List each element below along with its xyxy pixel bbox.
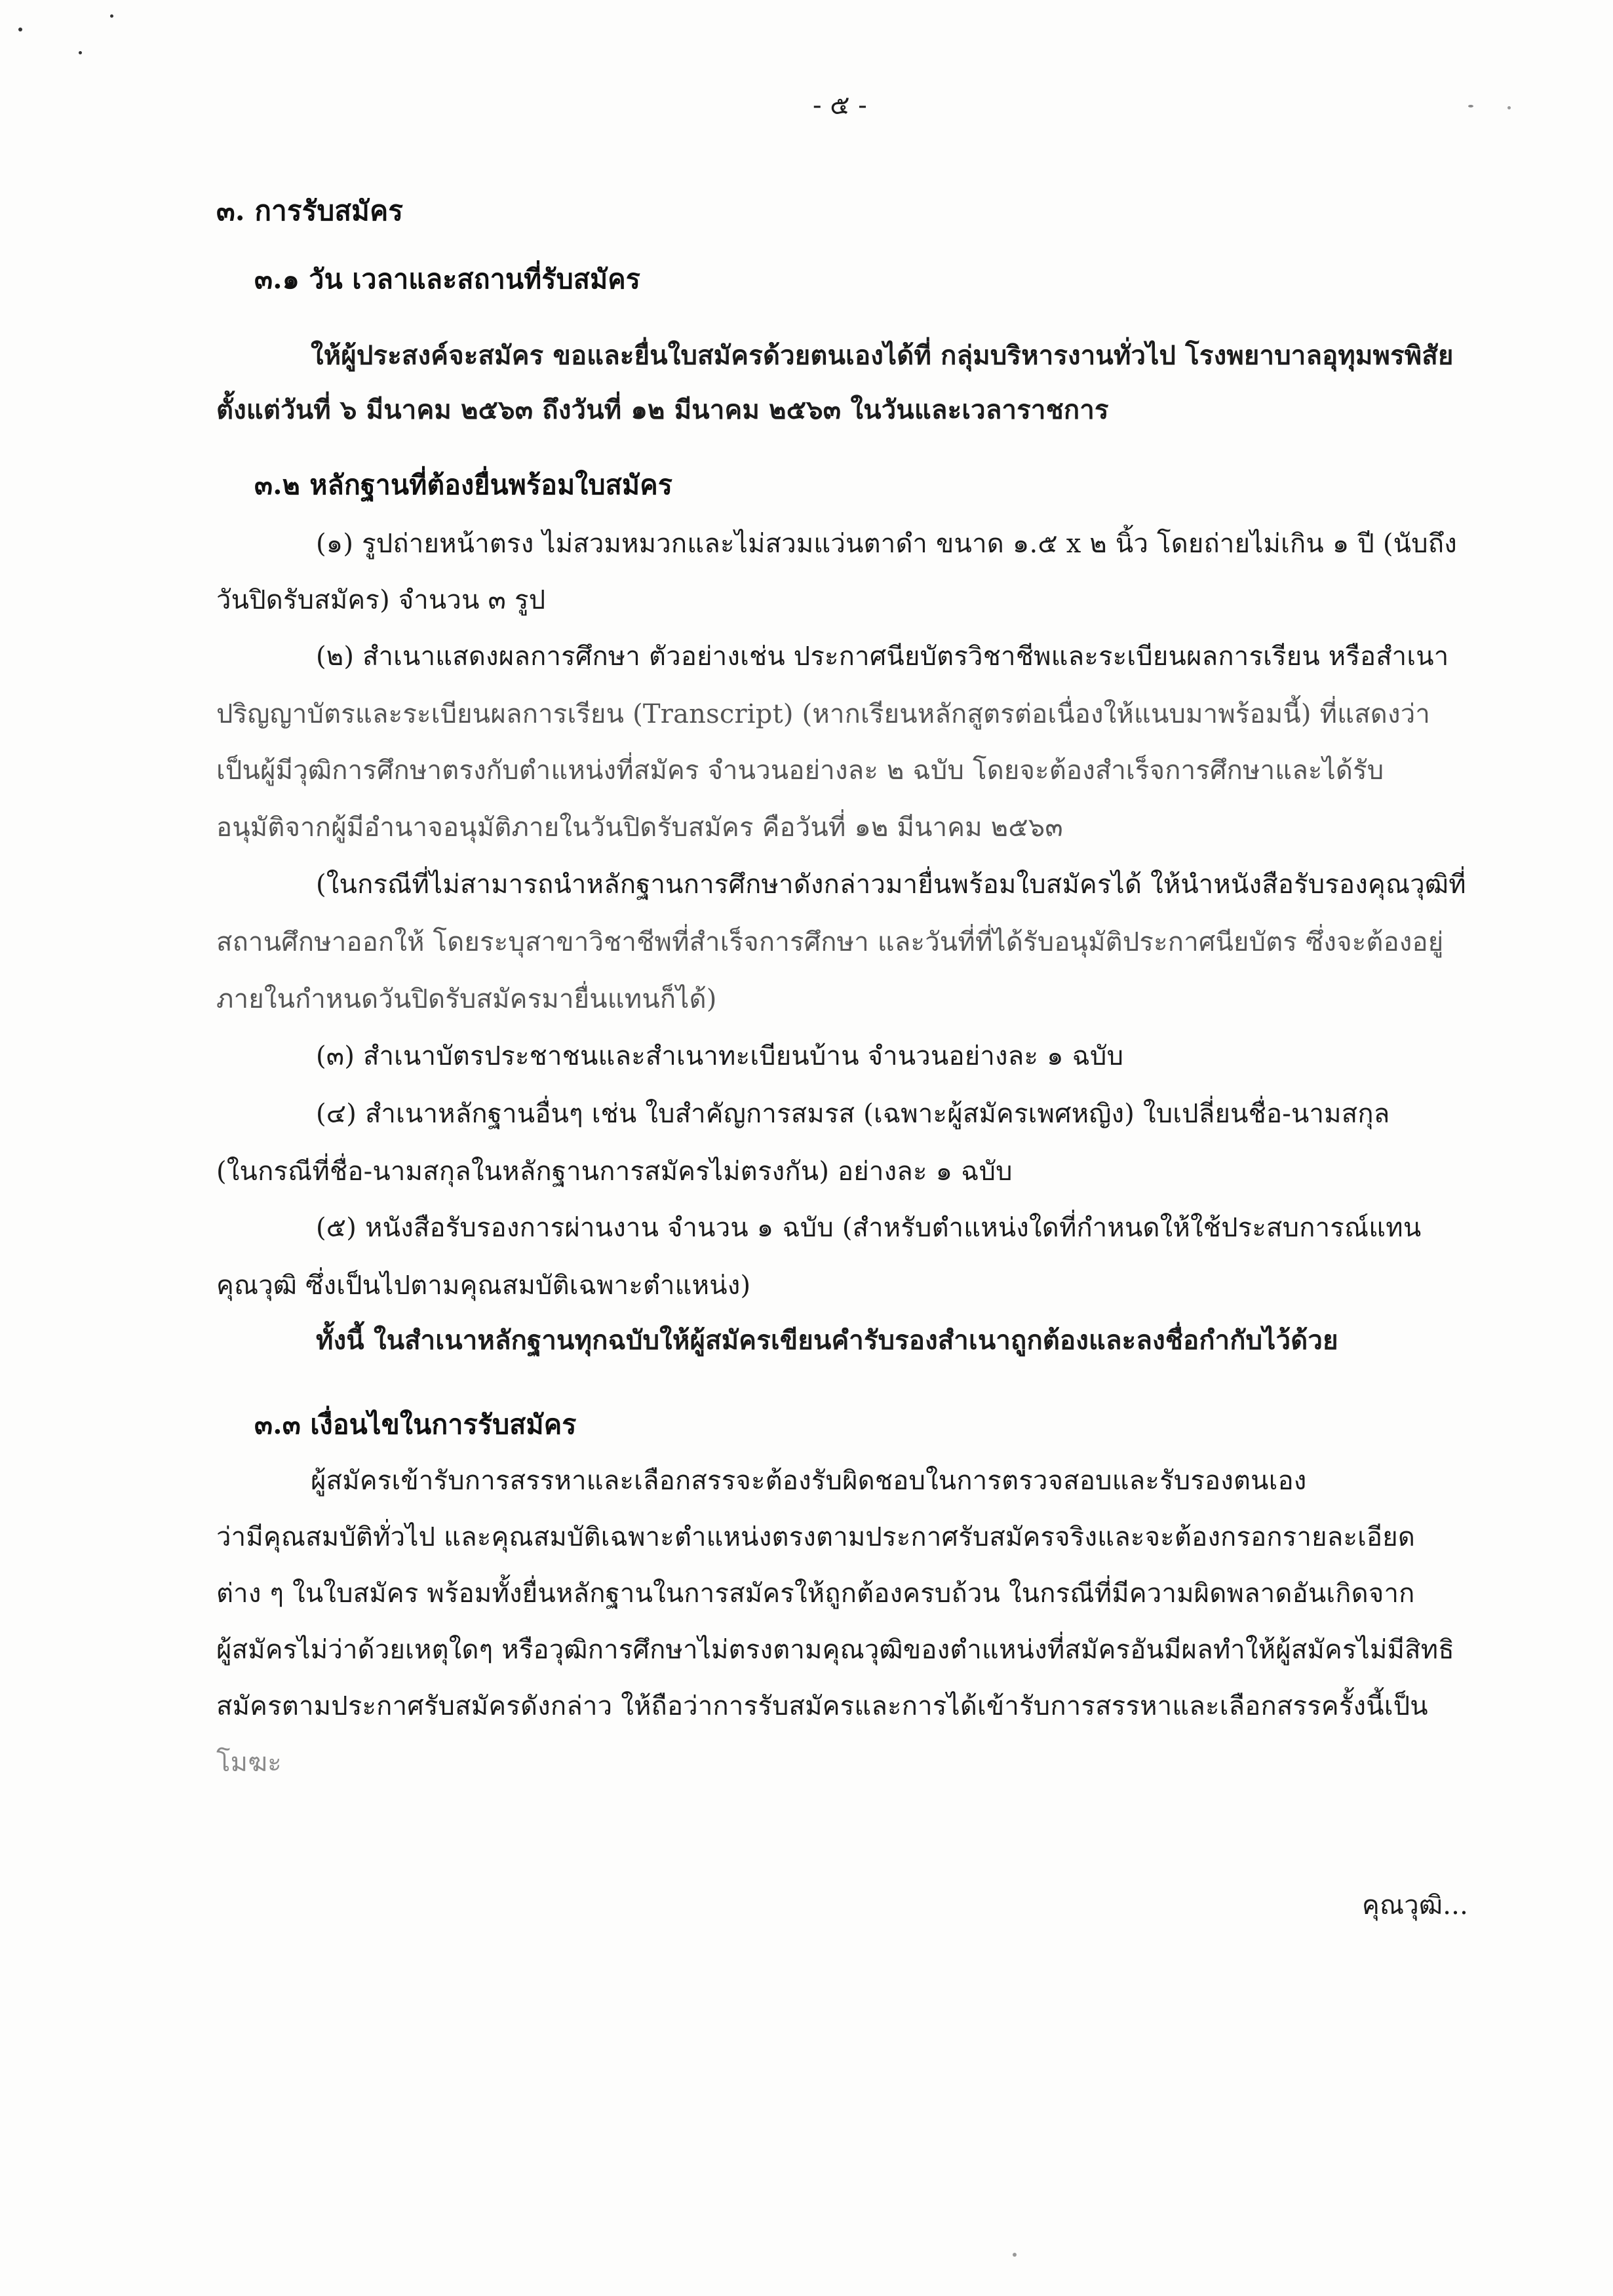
subsection-3-3-heading: ๓.๓ เงื่อนไขในการรับสมัคร [254,1409,577,1440]
scan-speck [18,28,22,31]
subsection-3-3-line-2: ว่ามีคุณสมบัติทั่วไป และคุณสมบัติเฉพาะตำแหน่งตรงตามประกาศรับสมัครจริงและจะต้องกรอกรายละเอียด [216,1522,1416,1552]
item-2-line-3: เป็นผู้มีวุฒิการศึกษาตรงกับตำแหน่งที่สมัคร จำนวนอย่างละ ๒ ฉบับ โดยจะต้องสำเร็จการศึกษาและได้รับ [216,756,1384,786]
subsection-3-2-heading: ๓.๒ หลักฐานที่ต้องยื่นพร้อมใบสมัคร [254,469,673,501]
subsection-3-3-line-6: โมฆะ [216,1748,282,1778]
subsection-3-1-heading: ๓.๑ วัน เวลาและสถานที่รับสมัคร [254,263,641,295]
section-heading: ๓. การรับสมัคร [216,195,404,227]
subsection-3-3-line-4: ผู้สมัครไม่ว่าด้วยเหตุใดๆ หรือวุฒิการศึกษาไม่ตรงตามคุณวุฒิของตำแหน่งที่สมัครอันมีผลทำให้ผู้สมัครไม่มีสิทธิ [216,1635,1454,1665]
continuation-marker: คุณวุฒิ... [1362,1890,1469,1921]
subsection-3-1-line-1: ให้ผู้ประสงค์จะสมัคร ขอและยื่นใบสมัครด้วยตนเองได้ที่ กลุ่มบริหารงานทั่วไป โรงพยาบาลอุทุมพรพิสัย [311,340,1454,371]
item-1-line-2: วันปิดรับสมัคร) จำนวน ๓ รูป [216,585,546,615]
item-5-line-1: (๕) หนังสือรับรองการผ่านงาน จำนวน ๑ ฉบับ (สำหรับตำแหน่งใดที่กำหนดให้ใช้ประสบการณ์แทน [316,1213,1422,1243]
scan-speck [1468,105,1473,107]
subsection-3-1-line-2: ตั้งแต่วันที่ ๖ มีนาคม ๒๕๖๓ ถึงวันที่ ๑๒ มีนาคม ๒๕๖๓ ในวันและเวลาราชการ [216,394,1109,425]
item-4-line-1: (๔) สำเนาหลักฐานอื่นๆ เช่น ใบสำคัญการสมรส (เฉพาะผู้สมัครเพศหญิง) ใบเปลี่ยนชื่อ-นามสกุล [316,1099,1390,1129]
scan-speck [1507,106,1511,109]
subsection-3-3-line-1: ผู้สมัครเข้ารับการสรรหาและเลือกสรรจะต้องรับผิดชอบในการตรวจสอบและรับรองตนเอง [311,1466,1307,1496]
note-line-1: (ในกรณีที่ไม่สามารถนำหลักฐานการศึกษาดังกล่าวมายื่นพร้อมใบสมัครได้ ให้นำหนังสือรับรองคุณวุฒิที่ [316,870,1466,900]
scan-speck [110,14,113,18]
subsection-3-3-line-3: ต่าง ๆ ในใบสมัคร พร้อมทั้งยื่นหลักฐานในการสมัครให้ถูกต้องครบถ้วน ในกรณีที่มีความผิดพลาดอันเกิดจาก [216,1578,1415,1609]
subsection-3-3-line-5: สมัครตามประกาศรับสมัครดังกล่าว ให้ถือว่าการรับสมัครและการได้เข้ารับการสรรหาและเลือกสรรครั้งนี้เป็น [216,1691,1428,1721]
note-line-3: ภายในกำหนดวันปิดรับสมัครมายื่นแทนก็ได้) [216,984,717,1014]
item-3-line-1: (๓) สำเนาบัตรประชาชนและสำเนาทะเบียนบ้าน จำนวนอย่างละ ๑ ฉบับ [316,1041,1124,1071]
page-number: - ๕ - [813,90,867,121]
item-2-line-1: (๒) สำเนาแสดงผลการศึกษา ตัวอย่างเช่น ประกาศนียบัตรวิชาชีพและระเบียนผลการเรียน หรือสำเนา [316,641,1449,672]
item-1-line-1: (๑) รูปถ่ายหน้าตรง ไม่สวมหมวกและไม่สวมแว่นตาดำ ขนาด ๑.๕ x ๒ นิ้ว โดยถ่ายไม่เกิน ๑ ปี (นับถึง [316,529,1457,559]
item-2-line-4: อนุมัติจากผู้มีอำนาจอนุมัติภายในวันปิดรับสมัคร คือวันที่ ๑๒ มีนาคม ๒๕๖๓ [216,813,1063,843]
scan-speck [79,51,82,54]
item-4-line-2: (ในกรณีที่ชื่อ-นามสกุลในหลักฐานการสมัครไม่ตรงกัน) อย่างละ ๑ ฉบับ [216,1157,1013,1187]
item-5-line-2: คุณวุฒิ ซึ่งเป็นไปตามคุณสมบัติเฉพาะตำแหน่ง) [216,1271,751,1301]
scan-speck [1013,2253,1017,2257]
note-line-2: สถานศึกษาออกให้ โดยระบุสาขาวิชาชีพที่สำเร็จการศึกษา และวันที่ที่ได้รับอนุมัติประกาศนียบัตร ซึ่งจะต้องอยู่ [216,927,1444,957]
closing-statement: ทั้งนี้ ในสำเนาหลักฐานทุกฉบับให้ผู้สมัครเขียนคำรับรองสำเนาถูกต้องและลงชื่อกำกับไว้ด้วย [316,1325,1338,1356]
item-2-line-2: ปริญญาบัตรและระเบียนผลการเรียน (Transcript) (หากเรียนหลักสูตรต่อเนื่องให้แนบมาพร้อมนี้) ที่แสดงว่า [216,699,1431,729]
